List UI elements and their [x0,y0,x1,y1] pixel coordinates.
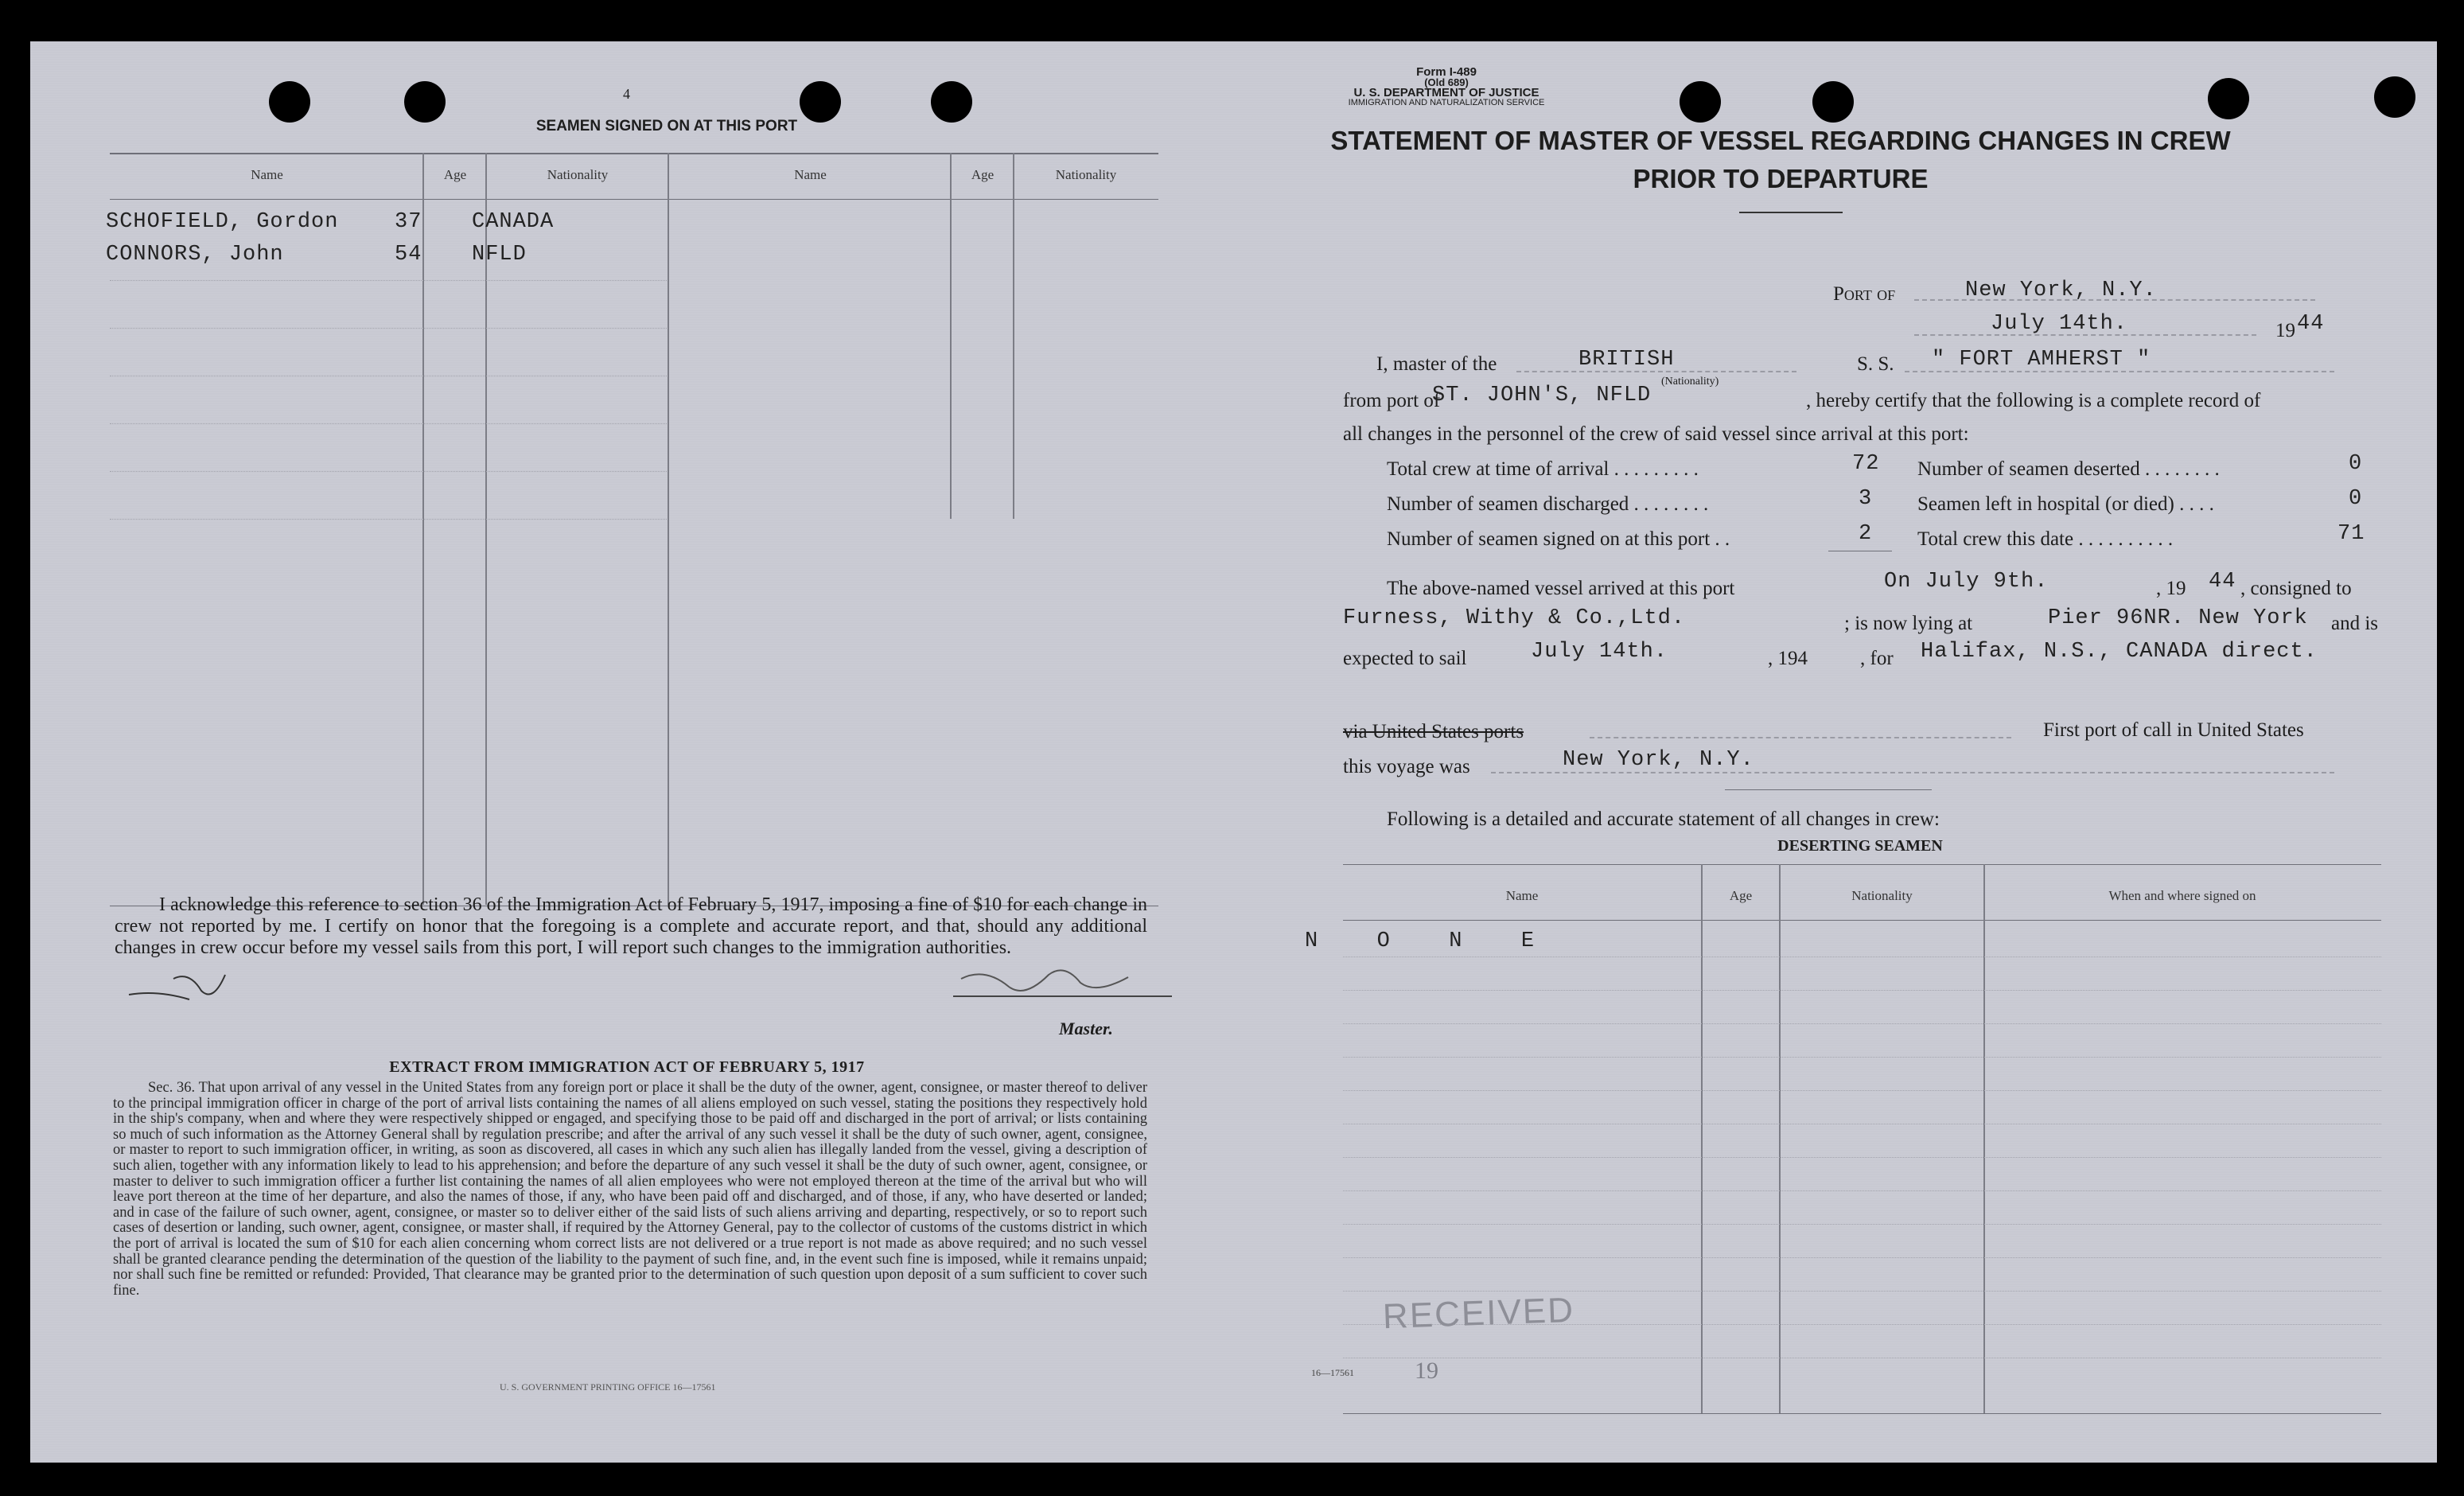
voyage-label: this voyage was [1343,756,1470,777]
from-port-value: ST. JOHN'S, NFLD [1432,384,1652,407]
old-form-number: (Old 689) [1424,76,1469,88]
col-header-name: Name [251,167,283,182]
and-is-label: and is [2331,613,2379,634]
first-port-label: First port of call in United States [2043,719,2304,741]
table-row-name: CONNORS, John [106,243,284,267]
arrived-label: The above-named vessel arrived at this port [1387,578,1735,599]
column-divider [1013,153,1014,519]
punch-hole [269,81,310,123]
following-text: Following is a detailed and accurate statement of all changes in crew: [1387,808,1940,830]
destination-value: Halifax, N.S., CANADA direct. [1921,640,2318,664]
master-of-label: I, master of the [1376,353,1497,375]
table-row-name: SCHOFIELD, Gordon [106,210,339,234]
lying-label: ; is now lying at [1844,613,1973,634]
none-entry: N O N E [1305,929,1546,953]
stat-value: 3 [1859,487,1873,511]
table-top-rule [110,153,1158,154]
nationality-caption: (Nationality) [1661,376,1719,388]
stat-label: Seamen left in hospital (or died) . . . . [1917,493,2214,515]
printer-line: U. S. GOVERNMENT PRINTING OFFICE 16—17561 [500,1381,716,1393]
column-divider [422,153,424,905]
stat-label: Number of seamen discharged . . . . . . . . [1387,493,1709,515]
deserting-col-nationality: Nationality [1851,888,1913,903]
consigned-to-label: , consigned to [2240,578,2352,599]
ss-label: S. S. [1857,353,1894,375]
deserting-col-age: Age [1729,888,1753,903]
acknowledgment-text: I acknowledge this reference to section 36 of the Immigration Act of February 5, 1917, imposing a fine of $10 for each change in crew not reported by me. I certify on honor that the foregoing is a complete and accurate report, and that, should any additional changes in crew occur before my vessel sails from this port, I will report such changes to the immigration authorities. [115,894,1147,958]
form-number: Form I-489 [1416,65,1477,79]
footer-year: 19 [1415,1358,1438,1384]
column-divider [1779,864,1781,1413]
sail-date: July 14th. [1531,640,1668,664]
punch-hole [931,81,972,123]
table-row-age: 37 [395,210,422,234]
col-header-age: Age [443,167,467,182]
column-divider [1983,864,1985,1413]
column-divider [668,153,669,905]
column-divider [1701,864,1703,1413]
arrived-year-prefix: , 19 [2156,578,2186,599]
stat-value: 72 [1852,452,1880,476]
form-subtitle: PRIOR TO DEPARTURE [1633,164,1929,193]
signature [126,955,1176,1011]
table-row-nationality: CANADA [472,210,555,234]
voyage-value: New York, N.Y. [1563,748,1754,772]
consignee-value: Furness, Withy & Co.,Ltd. [1343,606,1686,630]
deserting-header-rule [1343,920,2381,921]
col-header-name-2: Name [794,167,827,182]
master-signature-label: Master. [1059,1019,1113,1038]
signed-on-title: SEAMEN SIGNED ON AT THIS PORT [535,118,798,134]
form-title: STATEMENT OF MASTER OF VESSEL REGARDING CHANGES IN CREW [1330,126,2231,155]
for-label: , for [1860,648,1894,669]
stat-value: 0 [2349,487,2363,511]
col-header-age-2: Age [971,167,995,182]
extract-text: Sec. 36. That upon arrival of any vessel in the United States from any foreign port or place it shall be the duty of the owner, agent, consignee, or master thereof to deliver to the principal immigration officer in charge of the port of arrival lists containing the names of all aliens employed on such vessel, stating the positions they respectively hold in the ship's company, when and where they were respectively shipped or engaged, and specifying those to be paid off and discharged in the port of arrival; or lists containing so much of such information as the Attorney General shall by regulation prescribe; and after the arrival of any such vessel it shall be the duty of such owner, agent, consignee, or master to report to such immigration officer, in writing, as soon as discovered, all cases in which any such alien has illegally landed from the vessel, giving a description of such alien, together with any information likely to lead to his apprehension; and before the departure of any such vessel it shall be the duty of such owner, agent, consignee, or master to deliver to such immigration officer a further list containing the names of all alien employees who were not employed thereon at the time of the arrival but who will leave port thereon at the time of her departure, and also the names of those, if any, who have been paid off and discharged, and of those, if any, who have deserted or landed; and in case of the failure of such owner, agent, consignee, or master so to deliver either of the said lists of such aliens arriving and departing, respectively, or so to report such cases of desertion or landing, such owner, agent, consignee, or master shall, if required by the Attorney General, pay to the collector of customs of the customs district in which the port of arrival is located the sum of $10 for each alien concerning whom correct lists are not delivered or a true report is not made as above required; and no such vessel shall be granted clearance pending the determination of the question of the liability to the payment of such fine, and, in the event such fine is imposed, while it remains unpaid; nor shall such fine be remitted or refunded: Provided, That clearance may be granted prior to the determination of such question upon deposit of a sum sufficient to cover such fine. [113,1080,1147,1299]
punch-hole [1812,81,1854,123]
col-header-nationality-2: Nationality [1055,167,1117,182]
stat-value: 71 [2337,522,2365,546]
table-row-nationality: NFLD [472,243,527,267]
port-label: Port of [1833,283,1896,305]
stat-value: 0 [2349,452,2363,476]
document-sheet [30,41,2437,1463]
date-value: July 14th. [1991,312,2128,336]
footer-code: 16—17561 [1311,1367,1354,1378]
arrived-year: 44 [2209,570,2236,594]
from-port-label: from port of [1343,390,1441,411]
table-row-age: 54 [395,243,422,267]
nationality-value: BRITISH [1578,348,1675,372]
year-prefix: 19 [2275,320,2295,341]
stat-label: Number of seamen deserted . . . . . . . . [1917,458,2220,480]
deserting-title: DESERTING SEAMEN [1777,837,1943,855]
vessel-name: " FORT AMHERST " [1932,348,2151,372]
deserting-col-signed-on: When and where signed on [2108,888,2256,903]
received-stamp: RECEIVED [1382,1290,1575,1337]
column-divider [950,153,952,519]
expected-label: expected to sail [1343,648,1467,669]
service-name: IMMIGRATION AND NATURALIZATION SERVICE [1348,98,1545,107]
punch-hole [2208,78,2249,119]
punch-hole [1680,81,1721,123]
stat-label: Total crew at time of arrival . . . . . . . . . [1387,458,1699,480]
punch-hole [2374,76,2415,118]
port-value: New York, N.Y. [1965,279,2157,302]
certify-text-2: all changes in the personnel of the crew of said vessel since arrival at this port: [1343,423,1969,445]
arrived-value: On July 9th. [1884,570,2049,594]
extract-title: EXTRACT FROM IMMIGRATION ACT OF FEBRUARY 5, 1917 [389,1058,865,1076]
deserting-col-name: Name [1505,888,1539,903]
sail-year: , 194 [1768,648,1808,669]
stat-label: Number of seamen signed on at this port . . [1387,528,1730,550]
page-number: 4 [623,86,630,102]
via-text: via United States ports [1343,721,1524,742]
lying-value: Pier 96NR. New York [2048,606,2308,630]
certify-text: , hereby certify that the following is a complete record of [1806,390,2261,411]
table-header-rule [110,199,1158,200]
year-value: 44 [2297,312,2325,336]
stat-label: Total crew this date . . . . . . . . . . [1917,528,2174,550]
stat-value: 2 [1859,522,1873,546]
punch-hole [404,81,446,123]
title-underline [1739,212,1843,213]
department-name: U. S. DEPARTMENT OF JUSTICE [1353,86,1540,99]
col-header-nationality: Nationality [547,167,609,182]
deserting-table-top [1343,864,2381,865]
punch-hole [800,81,841,123]
